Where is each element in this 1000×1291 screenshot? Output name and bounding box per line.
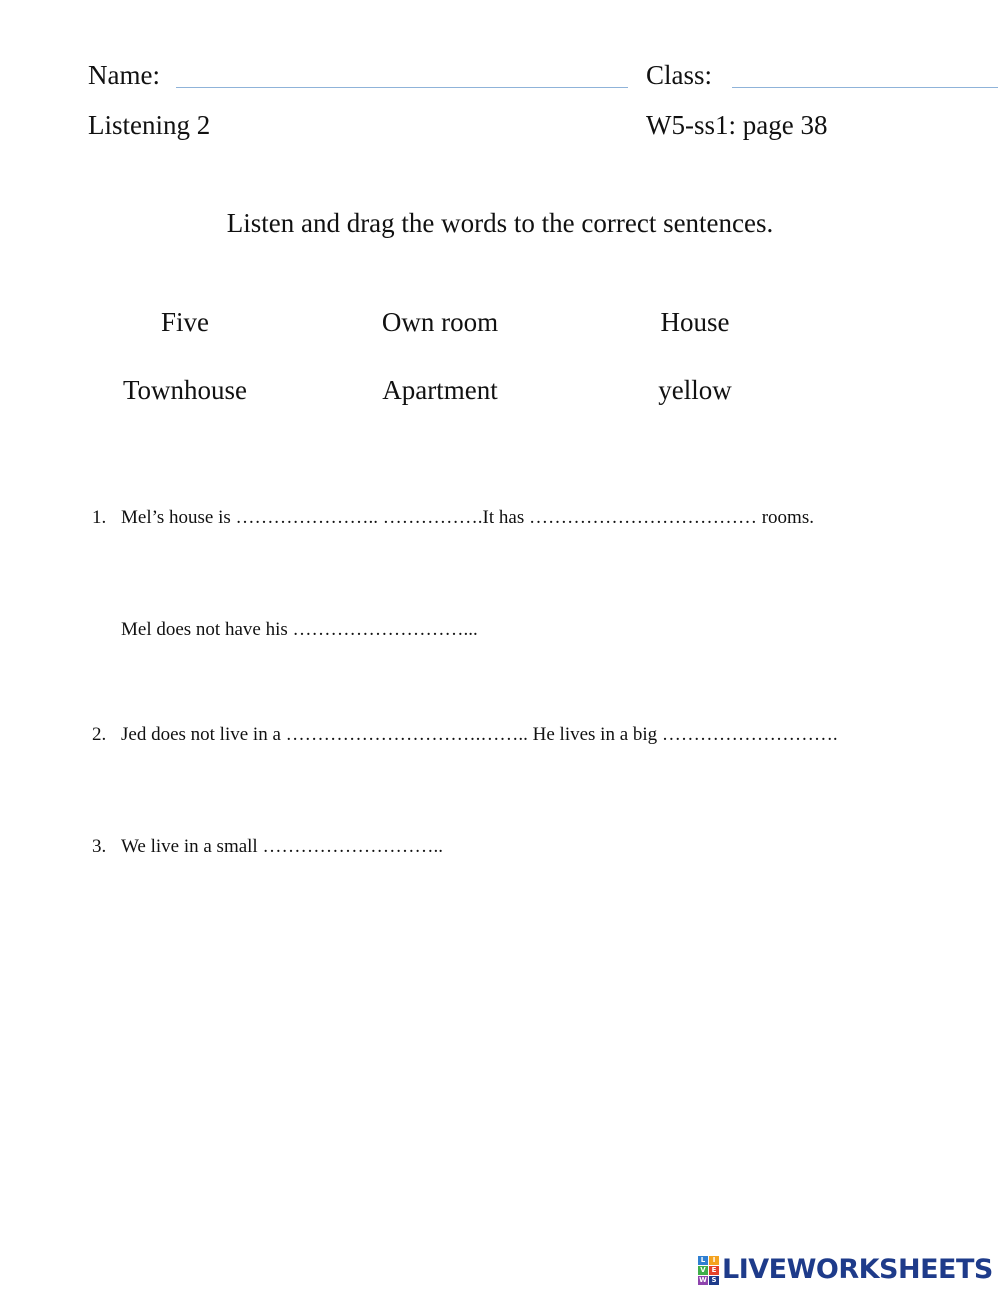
logo-tile: W: [699, 1275, 707, 1284]
question-number: 1.: [92, 507, 107, 528]
logo-tile: V: [698, 1266, 708, 1275]
name-label: Name:: [88, 60, 160, 90]
lesson-title: Listening 2: [88, 110, 211, 140]
logo-tile: L: [698, 1256, 708, 1265]
question-1-sentence-a: Mel’s house is ………………….. …………….It has ……………………………… rooms.: [121, 507, 814, 528]
word-chip[interactable]: Apartment: [382, 375, 498, 405]
question-1-sentence-b: Mel does not have his ………………………...: [121, 619, 478, 640]
question-number: 3.: [92, 836, 107, 857]
word-chip[interactable]: Own room: [381, 307, 499, 337]
logo-tile: I: [709, 1256, 719, 1265]
name-field[interactable]: [176, 87, 628, 88]
word-chip[interactable]: yellow: [658, 375, 732, 405]
question-3-sentence: We live in a small ………………………..: [121, 836, 443, 857]
instruction-text: Listen and drag the words to the correct sentences.: [226, 208, 774, 238]
page-reference: W5-ss1: page 38: [646, 110, 828, 140]
liveworksheets-logo: [698, 1255, 993, 1285]
logo-tile: E: [709, 1266, 719, 1275]
logo-tiles-icon: [698, 1256, 719, 1285]
word-chip[interactable]: Townhouse: [122, 375, 248, 405]
brand-name: LIVEWORKSHEETS: [722, 1254, 993, 1285]
question-number: 2.: [92, 724, 107, 745]
class-field[interactable]: [732, 87, 998, 88]
word-chip[interactable]: Five: [160, 307, 209, 337]
question-2-sentence: Jed does not live in a ………………………….…….. He lives in a big ……………………….: [121, 724, 838, 745]
logo-tile: S: [709, 1276, 719, 1285]
class-label: Class:: [646, 60, 713, 90]
word-chip[interactable]: House: [660, 307, 730, 337]
